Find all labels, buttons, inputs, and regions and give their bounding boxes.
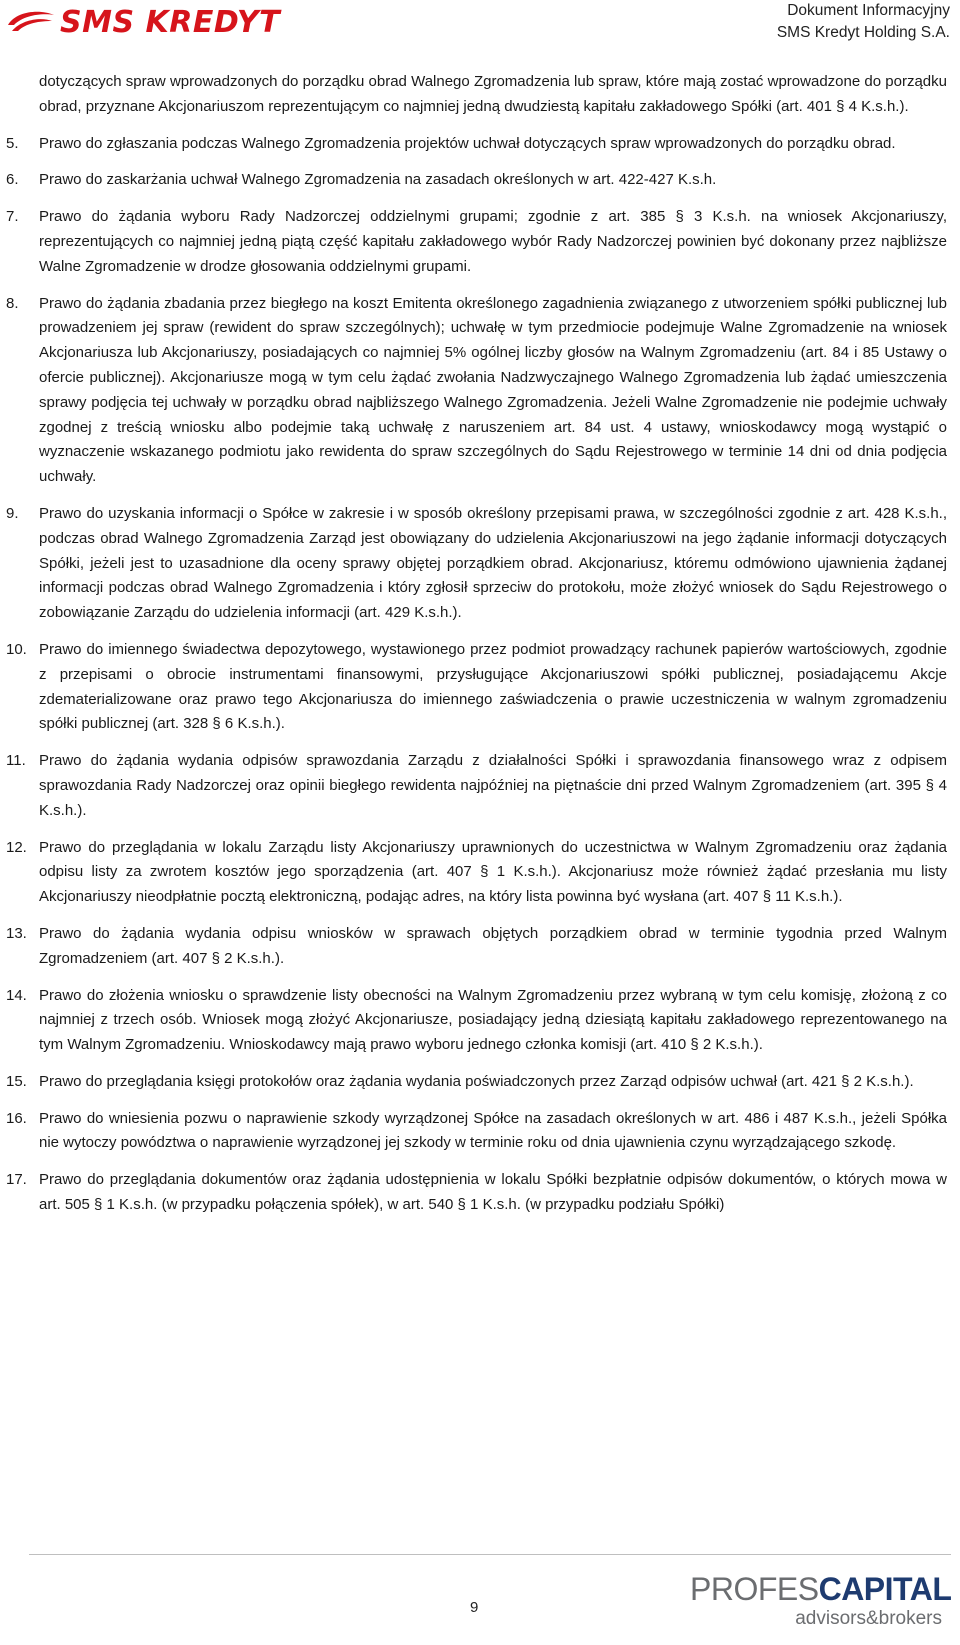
list-item-number: 17. [6, 1171, 27, 1189]
list-item-text: Prawo do żądania wydania odpisów sprawozdania Zarządu z działalności Spółki i sprawozdania finansowego wraz z odpisem sprawozdania Rady Nadzorczej oraz opinii biegłego rewidenta najpóźniej na piętnaście dni przed Walnym Zgromadzeniem (art. 395 § 4 K.s.h.). [39, 752, 947, 819]
document-type: Dokument Informacyjny [787, 2, 950, 19]
list-item-number: 11. [6, 752, 26, 770]
list-item [6, 132, 947, 157]
list-item-text: Prawo do zgłaszania podczas Walnego Zgromadzenia projektów uchwał dotyczących spraw wprowadzonych do porządku obrad. [39, 134, 896, 152]
list-item [6, 638, 947, 737]
list-item [6, 749, 947, 823]
sms-kredyt-logo [6, 4, 280, 40]
list-item [6, 1168, 947, 1218]
list-item-number: 8. [6, 294, 19, 312]
list-item [6, 502, 947, 626]
list-item [6, 205, 947, 279]
page-header [0, 0, 960, 48]
list-item-text: Prawo do żądania wydania odpisu wniosków w sprawach objętych porządkiem obrad w terminie tygodnia przed Walnym Zgromadzeniem (art. 407 § 2 K.s.h.). [39, 924, 947, 967]
list-item-text: Prawo do złożenia wniosku o sprawdzenie listy obecności na Walnym Zgromadzeniu przez wybraną w tym celu komisję, złożoną z co najmniej z trzech osób. Wniosek mogą złożyć Akcjonariusze, posiadający jedną dziesiątą kapitału zakładowego reprezentowanego na tym Walnym Zgromadzeniu. Wnioskodawcy mają prawo wyboru jednego członka komisji (art. 410 § 2 K.s.h.). [39, 986, 947, 1054]
list-item-number: 16. [6, 1109, 27, 1127]
list-item-number: 9. [6, 504, 19, 522]
list-item [6, 922, 947, 972]
list-item [6, 1107, 947, 1157]
list-item-text: Prawo do uzyskania informacji o Spółce w zakresie i w sposób określony przepisami prawa, w szczególności zgodnie z art. 428 K.s.h., podczas obrad Walnego Zgromadzenia Zarząd jest obowiązany do udzielenia Akcjonariuszowi na jego żądanie informacji dotyczących Spółki, jeżeli jest to uzasadnione dla oceny sprawy objętej porządkiem obrad. Akcjonariusz, któremu odmówiono ujawnienia żądanej informacji podczas obrad Walnego Zgromadzenia i który zgłosił sprzeciw do protokołu, może złożyć wniosek do Sądu Rejestrowego o zobowiązanie Zarządu do udzielenia informacji (art. 429 K.s.h.). [39, 504, 947, 622]
brand-tagline: advisors&brokers [795, 1608, 942, 1629]
footer-divider [29, 1554, 951, 1555]
list-item-text: Prawo do żądania zbadania przez biegłego na koszt Emitenta określonego zagadnienia związanego z utworzeniem spółki publicznej lub prowadzeniem jej spraw (rewident do spraw szczególnych); uchwałę w tym przedmiocie podejmuje Walne Zgromadzenie na wniosek Akcjonariusza lub Akcjonariuszy, posiadających co najmniej 5% ogólnej liczby głosów na Walnym Zgromadzeniu (art. 84 i 85 Ustawy o ofercie publicznej). Akcjonariusze mogą w tym celu żądać zwołania Nadzwyczajnego Walnego Zgromadzenia lub żądać umieszczenia sprawy podjęcia tej uchwały w porządku obrad najbliższego Walnego Zgromadzenia. Jeżeli Walne Zgromadzenie nie podejmie uchwały zgodnej z treścią wniosku albo podejmie taką uchwałę z naruszeniem art. 84 ust. 4 ustawy, wnioskodawcy mogą wystąpić o wyznaczenie wskazanego podmiotu jako rewidenta do spraw szczególnych do Sądu Rejestrowego w terminie 14 dni od dnia podjęcia uchwały. [39, 294, 947, 486]
list-item [6, 984, 947, 1058]
list-item-text: Prawo do przeglądania księgi protokołów oraz żądania wydania poświadczonych przez Zarząd odpisów uchwał (art. 421 § 2 K.s.h.). [39, 1072, 914, 1090]
logo-text: SMS KREDYT [60, 4, 281, 40]
company-name: SMS Kredyt Holding S.A. [776, 24, 950, 41]
list-item [6, 836, 947, 910]
list-item-number: 6. [6, 171, 19, 189]
brand-part2: CAPITAL [818, 1571, 952, 1607]
brand-part1: PROFES [690, 1571, 819, 1607]
list-item-text: Prawo do zaskarżania uchwał Walnego Zgromadzenia na zasadach określonych w art. 422-427 K.s.h. [39, 171, 717, 189]
list-item-text: Prawo do przeglądania w lokalu Zarządu listy Akcjonariuszy uprawnionych do uczestnictwa w Walnym Zgromadzeniu oraz żądania odpisu listy za zwrotem kosztów jego sporządzenia (art. 407 § 1 K.s.h.). Akcjonariusz może również żądać przesłania mu listy Akcjonariuszy nieodpłatnie pocztą elektroniczną, podając adres, na który lista powinna być wysłana (art. 407 § 11 K.s.h.). [39, 838, 947, 906]
list-item-number: 7. [6, 208, 19, 226]
swoosh-logo-icon [6, 7, 56, 37]
list-item-number: 14. [6, 986, 27, 1004]
list-item-number: 10. [6, 640, 27, 658]
list-item-number: 13. [6, 924, 27, 942]
list-item-text: Prawo do wniesienia pozwu o naprawienie szkody wyrządzonej Spółce na zasadach określonych w art. 486 i 487 K.s.h., jeżeli Spółka nie wytoczy powództwa o naprawienie wyrządzonej jej szkody w terminie roku od dnia ujawnienia czynu wyrządzającego szkodę. [39, 1109, 947, 1152]
list-item-number: 12. [6, 838, 27, 856]
list-item-text: Prawo do żądania wyboru Rady Nadzorczej oddzielnymi grupami; zgodnie z art. 385 § 3 K.s.h. na wniosek Akcjonariuszy, reprezentujących co najmniej jedną piątą część kapitału zakładowego wybór Rady Nadzorczej powinien być dokonany przez najbliższe Walne Zgromadzenie w drodze głosowania oddzielnymi grupami. [39, 208, 947, 275]
page-number: 9 [470, 1599, 479, 1616]
brand-wordmark [690, 1572, 952, 1606]
list-item [6, 168, 947, 193]
list-item [6, 1070, 947, 1095]
list-item [6, 292, 947, 490]
profescapital-logo [690, 1572, 952, 1634]
list-item-text: Prawo do imiennego świadectwa depozytowego, wystawionego przez podmiot prowadzący rachunek papierów wartościowych, zgodnie z przepisami o obrocie instrumentami finansowymi, przysługujące Akcjonariuszowi spółki publicznej, posiadającemu Akcje zdematerializowane oraz prawo tego Akcjonariusza do imiennego zaświadczenia o prawie uczestniczenia w walnym zgromadzeniu spółki publicznej (art. 328 § 6 K.s.h.). [39, 640, 947, 733]
header-info [777, 0, 950, 44]
list-item-text: Prawo do przeglądania dokumentów oraz żądania udostępnienia w lokalu Spółki bezpłatnie odpisów dokumentów, o których mowa w art. 505 § 1 K.s.h. (w przypadku połączenia spółek), w art. 540 § 1 K.s.h. (w przypadku podziału Spółki) [39, 1171, 947, 1214]
intro-paragraph: dotyczących spraw wprowadzonych do porządku obrad Walnego Zgromadzenia lub spraw, które mają zostać wprowadzone do porządku obrad, przyznane Akcjonariuszom reprezentującym co najmniej jedną dwudziestą kapitału zakładowego Spółki (art. 401 § 4 K.s.h.). [39, 73, 947, 115]
list-item-number: 5. [6, 134, 19, 152]
document-body [6, 70, 947, 1218]
list-item-number: 15. [6, 1072, 27, 1090]
